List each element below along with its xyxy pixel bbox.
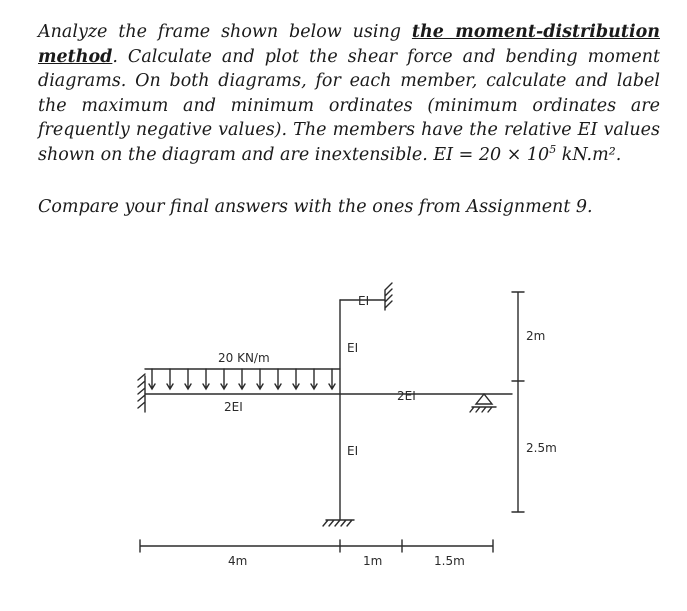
ei-units: kN.m².	[556, 144, 622, 165]
dim-4m: 4m	[228, 554, 248, 568]
top-fixed-support	[385, 283, 392, 310]
label-2ei-right: 2EI	[397, 389, 416, 403]
label-ei-lower-column: EI	[347, 444, 359, 458]
dim-2-5m: 2.5m	[526, 441, 557, 455]
dim-2m: 2m	[526, 329, 546, 343]
problem-body: . Calculate and plot the shear force and bending moment diagrams. On both diagrams, for each member, calculate and label the maximum and minimum ordinates (minimum ordinates are frequently negative values). The members have the relative EI values shown on the diagram and are inextensible. EI = 20 × 10	[38, 46, 660, 165]
dim-1-5m: 1.5m	[434, 554, 465, 568]
label-2ei-left: 2EI	[224, 400, 243, 414]
load-arrows	[149, 369, 335, 389]
bottom-fixed-support	[323, 520, 354, 526]
label-ei-upper-column: EI	[347, 341, 359, 355]
method-name: the moment-distribution method	[38, 22, 660, 67]
label-ei-top: EI	[358, 294, 370, 308]
right-pin-support	[476, 394, 492, 404]
vertical-dimension	[512, 292, 524, 512]
dim-1m: 1m	[363, 554, 383, 568]
problem-intro: Analyze the frame shown below using	[38, 22, 412, 42]
compare-note: Compare your final answers with the ones from Assignment 9.	[38, 197, 593, 217]
load-label: 20 KN/m	[218, 351, 270, 365]
horizontal-dimension	[140, 540, 493, 552]
left-fixed-support	[138, 374, 145, 412]
ei-exponent: 5	[549, 143, 557, 157]
